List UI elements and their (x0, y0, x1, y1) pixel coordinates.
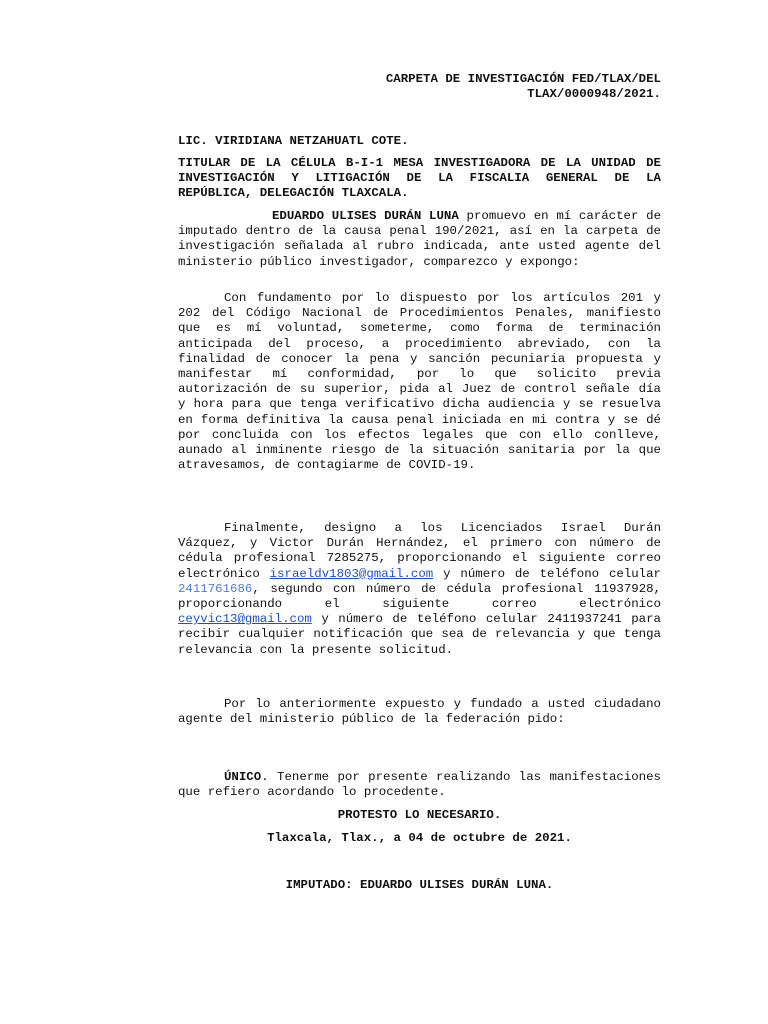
place-date-line: Tlaxcala, Tlax., a 04 de octubre de 2021. (267, 831, 572, 845)
promovente-name: EDUARDO ULISES DURÁN LUNA (272, 209, 459, 223)
addressee-name: LIC. VIRIDIANA NETZAHUATL COTE. (178, 134, 409, 148)
body-paragraph-2: Finalmente, designo a los Licenciados Israel Durán Vázquez, y Victor Durán Hernández, el primero con número de cédula profesional 7285275, proporcionando el siguiente correo electrónico israeldv1803@gmail.com y número de teléfono celular 2411761686, segundo con número de cédula profesional 11937928, proporcionando el siguiente correo electrónico ceyvic13@gmail.com y número de teléfono celular 2411937241 para recibir cualquier notificación que sea de relevancia y que tenga relevancia con la presente solicitud. (178, 521, 661, 657)
intro-text: promuevo en mí carácter de imputado dentro de la causa penal 190/2021, así en la carpeta de investigación señalada al rubro indicada, ante usted agente del ministerio público investigador, comparezco y expongo: (178, 209, 662, 269)
case-header-line-2: TLAX/0000948/2021. (527, 87, 661, 102)
body-paragraph-3: Por lo anteriormente expuesto y fundado a usted ciudadano agente del ministerio público de la federación pido: (178, 697, 661, 727)
unico-paragraph: ÚNICO. Tenerme por presente realizando las manifestaciones que refiero acordando lo procedente. (178, 770, 661, 800)
email-link-1[interactable]: israeldv1803@gmail.com (269, 566, 434, 581)
intro-paragraph (178, 209, 661, 270)
protesto-line: PROTESTO LO NECESARIO. (337, 808, 502, 822)
unico-label: ÚNICO (224, 770, 262, 784)
signature-line: IMPUTADO: EDUARDO ULISES DURÁN LUNA. (285, 878, 554, 892)
case-header-line-1: CARPETA DE INVESTIGACIÓN FED/TLAX/DEL (385, 72, 661, 86)
phone-link-1[interactable]: 2411761686 (178, 581, 253, 596)
addressee-title: TITULAR DE LA CÉLULA B-I-1 MESA INVESTIGADORA DE LA UNIDAD DE INVESTIGACIÓN Y LITIGACIÓN DE LA FISCALIA GENERAL DE LA REPÚBLICA, DELEGACIÓN TLAXCALA. (178, 156, 661, 201)
case-header (178, 72, 661, 102)
email-link-2[interactable]: ceyvic13@gmail.com (178, 612, 312, 627)
body-paragraph-1: Con fundamento por lo dispuesto por los artículos 201 y 202 del Código Nacional de Procedimientos Penales, manifiesto que es mí voluntad, someterme, como forma de terminación anticipada del proceso, a procedimiento abreviado, con la finalidad de conocer la pena y sanción pecuniaria propuesta y manifestar mí conformidad, por lo que solicito previa autorización de su superior, pida al Juez de control señale día y hora para que tenga verificativo dicha audiencia y se resuelva en forma definitiva la causa penal iniciada en mi contra y se dé por concluida con los efectos legales que con ello conlleve, aunado al inminente riesgo de la situación sanitaria por la que atravesamos, de contagiarme de COVID-19. (178, 291, 661, 473)
